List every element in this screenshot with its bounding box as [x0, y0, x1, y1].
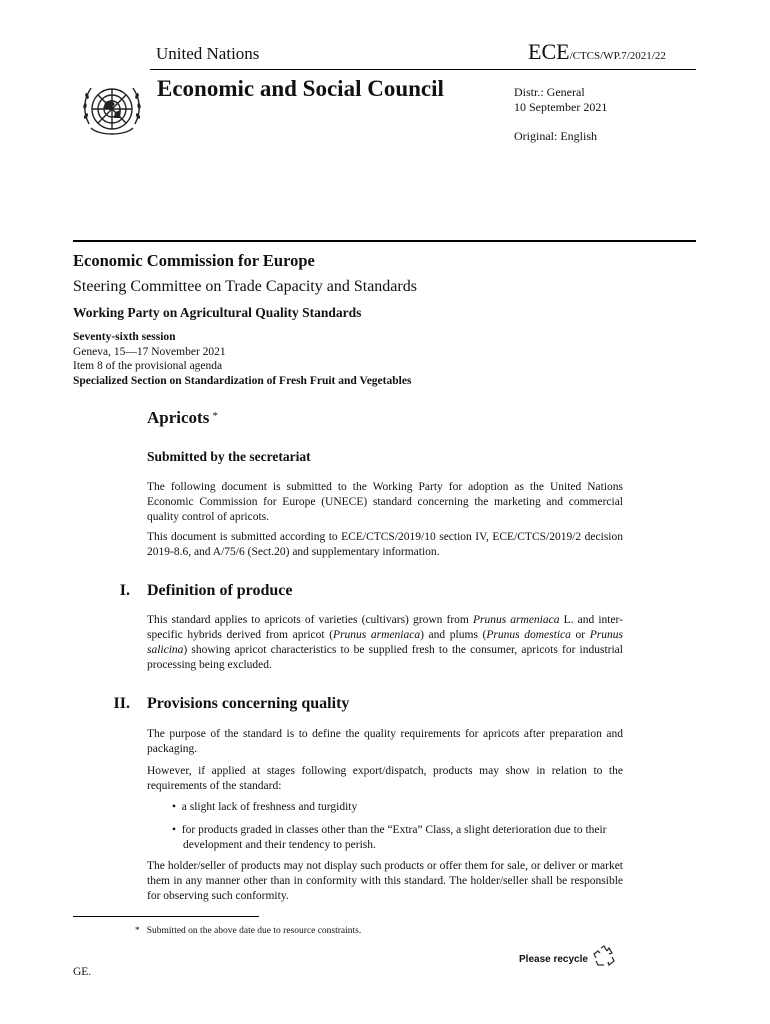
section-2-number: II.	[113, 695, 130, 712]
footnote-marker: *	[212, 410, 218, 422]
section-1-title: Definition of produce	[147, 582, 293, 599]
org-name: United Nations	[156, 44, 260, 63]
list-item	[172, 823, 634, 853]
text-run: L. and inter-specific hybrids derived from apricot (	[147, 614, 623, 641]
section-2-paragraph-2: However, if applied at stages following export/dispatch, products may show in relation to the requirements of the standard:	[147, 765, 623, 792]
species-name: Prunus domestica	[486, 629, 571, 641]
species-name: Prunus armeniaca	[472, 614, 560, 626]
section-1-paragraph	[147, 613, 623, 673]
header-rule	[150, 69, 696, 70]
original-language: Original: English	[514, 129, 597, 143]
session-block	[73, 330, 411, 388]
section-2-paragraph-1: The purpose of the standard is to define the quality requirements for apricots after preparation and packaging.	[147, 728, 623, 755]
list-item	[172, 800, 634, 815]
commission-name: Economic Commission for Europe	[73, 251, 315, 270]
session-venue: Geneva, 15—17 November 2021	[73, 345, 226, 358]
text-run: ) showing apricot characteristics to be supplied fresh to the consumer, apricots for industrial processing being excluded.	[147, 644, 623, 671]
section-1-number: I.	[119, 582, 130, 599]
document-symbol	[528, 39, 666, 65]
species-name: Prunus salicina	[147, 629, 623, 656]
intro-paragraph-1: The following document is submitted to the Working Party for adoption as the United Nations Economic Commission for Europe (UNECE) standard concerning the marketing and commercial quality control of apricots.	[147, 481, 623, 523]
symbol-sub: /CTCS/WP.7/2021/22	[569, 50, 666, 62]
submitted-by: Submitted by the secretariat	[147, 449, 311, 464]
document-title-text: Apricots	[147, 408, 210, 427]
committee-name: Steering Committee on Trade Capacity and Standards	[73, 278, 417, 295]
species-name: Prunus armeniaca	[333, 629, 421, 641]
text-run: This standard applies to apricots of varieties (cultivars) grown from	[147, 614, 473, 626]
header-divider	[73, 240, 696, 242]
bullet-icon: •	[172, 824, 177, 836]
text-run: or	[570, 629, 590, 641]
section-2-title: Provisions concerning quality	[147, 695, 350, 712]
footnote-rule	[73, 916, 259, 917]
session-name: Seventy-sixth session	[73, 331, 176, 343]
working-party-name: Working Party on Agricultural Quality Standards	[73, 305, 362, 320]
list-item-text: for products graded in classes other than the “Extra” Class, a slight deterioration due to their development and their tendency to perish.	[181, 824, 607, 851]
council-title: Economic and Social Council	[157, 76, 444, 101]
footnote-mark: *	[135, 926, 140, 936]
list-item-text: a slight lack of freshness and turgidity	[181, 801, 358, 813]
bullet-icon: •	[172, 801, 177, 813]
doc-date: 10 September 2021	[514, 100, 608, 114]
section-2-paragraph-3: The holder/seller of products may not display such products or offer them for sale, or deliver or market them in any manner other than in conformity with this standard. The holder/seller shall be responsible for observing such conformity.	[147, 860, 623, 902]
intro-paragraph-2: This document is submitted according to ECE/CTCS/2019/10 section IV, ECE/CTCS/2019/2 decision 2019-8.6, and A/75/6 (Sect.20) and supplementary information.	[147, 531, 623, 558]
document-title	[147, 408, 218, 428]
recycle-icon	[592, 944, 616, 968]
recycle-label: Please recycle	[519, 954, 588, 965]
distribution-info	[514, 85, 607, 115]
un-emblem-icon	[77, 76, 147, 146]
distr-line: Distr.: General	[514, 85, 585, 99]
agenda-item: Item 8 of the provisional agenda	[73, 360, 223, 372]
agenda-title: Specialized Section on Standardization of Fresh Fruit and Vegetables	[73, 374, 412, 387]
symbol-main: ECE	[528, 39, 570, 64]
text-run: ) and plums (	[420, 629, 487, 641]
ge-number: GE.	[73, 966, 92, 978]
footnote-text: Submitted on the above date due to resource constraints.	[146, 926, 362, 936]
footnote	[135, 926, 361, 936]
